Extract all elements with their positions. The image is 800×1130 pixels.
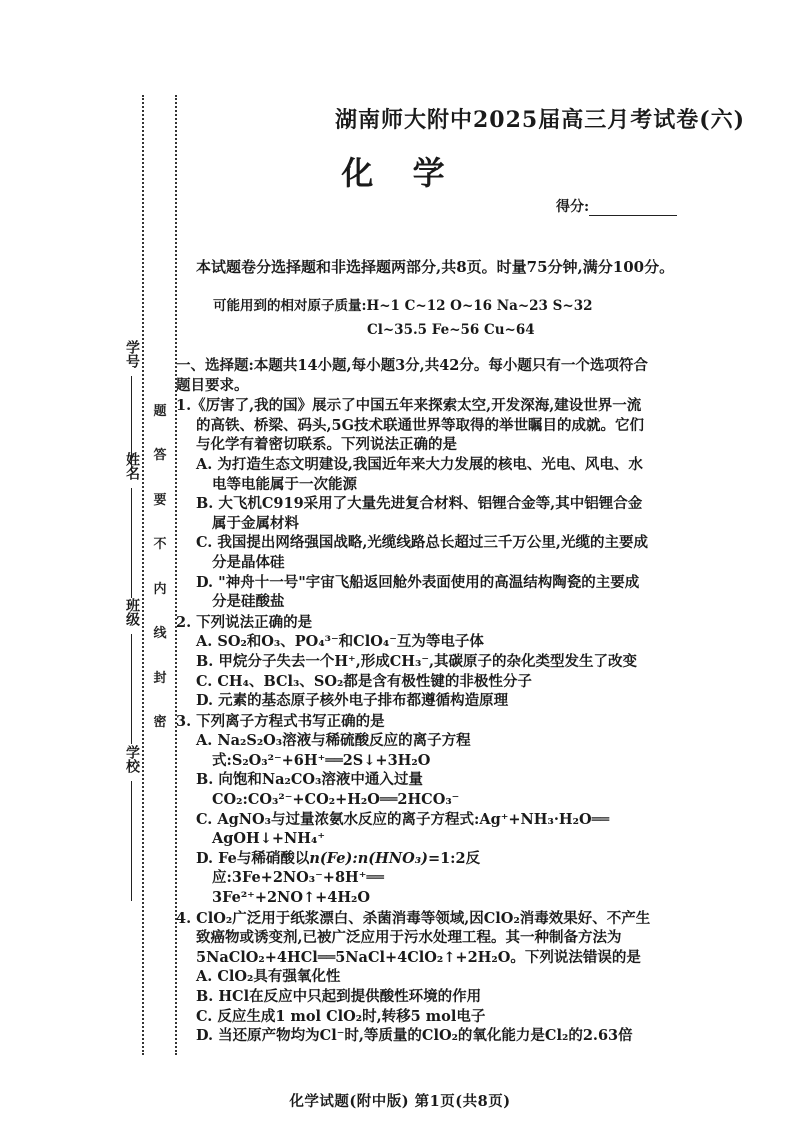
option-c: [176, 810, 651, 830]
seal-line-notice: [150, 400, 170, 730]
exam-instructions: 本试题卷分选择题和非选择题两部分,共8页。时量75分钟,满分100分。: [196, 258, 675, 276]
name-blank[interactable]: [131, 488, 133, 598]
name-label: 姓名: [124, 452, 140, 480]
score-blank[interactable]: [589, 203, 677, 216]
option-d-ratio: n(Fe):n(HNO₃): [309, 849, 428, 867]
seal-char: 题: [153, 404, 167, 419]
score-field: [556, 196, 677, 216]
seal-char: 线: [153, 626, 167, 642]
option-c: C. CH₄、BCl₃、SO₂都是含有极性键的非极性分子: [196, 672, 532, 690]
class-field: [120, 598, 144, 744]
question-stem: 2. 下列说法正确的是: [176, 613, 313, 631]
option-b: B. 大飞机C919采用了大量先进复合材料、铝锂合金等,其中铝锂合金属于金属材料: [196, 495, 643, 532]
question-section: [176, 356, 651, 1046]
seal-char: 答: [153, 448, 167, 464]
school-label: 学校: [124, 745, 140, 773]
question-2: [176, 613, 651, 711]
question-stem: 1.《厉害了,我的国》展示了中国五年来探索太空,开发深海,建设世界一流的高铁、桥梁、码头,5G技术联通世界等取得的举世瞩目的成就。它们与化学有着密切联系。下列说法正确的是: [176, 397, 645, 454]
option-b: B. 甲烷分子失去一个H⁺,形成CH₃⁻,其碳原子的杂化类型发生了改变: [196, 652, 638, 670]
option-b: B. HCl在反应中只起到提供酸性环境的作用: [196, 988, 482, 1005]
atomic-masses-line-1: 可能用到的相对原子质量:H~1 C~12 O~16 Na~23 S~32: [213, 298, 593, 314]
option-c: C. 反应生成1 mol ClO₂时,转移5 mol电子: [196, 1007, 486, 1025]
school-blank[interactable]: [131, 781, 133, 901]
option-d: D. "神舟十一号"宇宙飞船返回舱外表面使用的高温结构陶瓷的主要成分是硅酸盐: [196, 573, 640, 611]
score-label: 得分:: [556, 199, 590, 215]
option-a: A. 为打造生态文明建设,我国近年来大力发展的核电、光电、风电、水电等电能属于一次能源: [196, 455, 643, 493]
section-heading: 一、选择题:本题共14小题,每小题3分,共42分。每小题只有一个选项符合题目要求。: [176, 357, 648, 394]
option-d-line-2: 3Fe²⁺+2NO↑+4H₂O: [212, 889, 371, 907]
question-stem: 3. 下列离子方程式书写正确的是: [176, 712, 385, 730]
atomic-masses: [213, 294, 592, 342]
seal-char: 不: [153, 537, 167, 553]
option-a: A. SO₂和O₃、PO₄³⁻和ClO₄⁻互为等电子体: [196, 633, 484, 651]
option-c: C. 我国提出网络强国战略,光缆线路总长超过三千万公里,光缆的主要成分是晶体硅: [196, 534, 648, 571]
question-3: [176, 712, 651, 908]
student-number-label: 学号: [124, 340, 140, 368]
question-stem: 4. ClO₂广泛用于纸浆漂白、杀菌消毒等领域,因ClO₂消毒效果好、不产生致癌物或诱变剂,已被广泛应用于污水处理工程。其一种制备方法为5NaClO₂+4HCl══5NaCl+4ClO₂↑+2H₂O。下列说法错误的是: [176, 909, 651, 966]
option-a: A. Na₂S₂O₃溶液与稀硫酸反应的离子方程式:S₂O₃²⁻+6H⁺══2S↓+3H₂O: [196, 732, 471, 769]
seal-char: 要: [153, 492, 167, 508]
question-1: [176, 396, 651, 612]
question-4: [176, 909, 651, 1046]
option-b: B. 向饱和Na₂CO₃溶液中通入过量CO₂:CO₃²⁻+CO₂+H₂O══2HCO₃⁻: [196, 771, 460, 809]
page-footer: 化学试题(附中版) 第1页(共8页): [289, 1093, 511, 1110]
option-d-line-1b: =1:2反应:3Fe+2NO₃⁻+8H⁺══: [212, 849, 481, 887]
option-d: D. 当还原产物均为Cl⁻时,等质量的ClO₂的氧化能力是Cl₂的2.63倍: [196, 1027, 633, 1045]
seal-char: 密: [153, 714, 167, 730]
option-c-line-2: AgOH↓+NH₄⁺: [212, 830, 325, 848]
seal-char: 内: [153, 581, 167, 597]
name-field: [120, 452, 144, 598]
subject-title: 化 学: [341, 154, 459, 192]
option-d: [176, 849, 651, 888]
school-exam-title: 湖南师大附中2025届高三月考试卷(六): [335, 107, 746, 133]
seal-char: 封: [153, 670, 167, 686]
option-a: A. ClO₂具有强氧化性: [196, 968, 341, 986]
option-c-line-1: C. AgNO₃与过量浓氨水反应的离子方程式:Ag⁺+NH₃·H₂O══: [196, 810, 610, 828]
class-label: 班级: [124, 598, 140, 626]
school-field: [120, 745, 144, 901]
option-d: D. 元素的基态原子核外电子排布都遵循构造原理: [196, 692, 509, 710]
class-blank[interactable]: [131, 634, 133, 744]
option-d-line-1a: D. Fe与稀硝酸以: [196, 849, 310, 867]
atomic-masses-line-2: Cl~35.5 Fe~56 Cu~64: [367, 322, 535, 338]
